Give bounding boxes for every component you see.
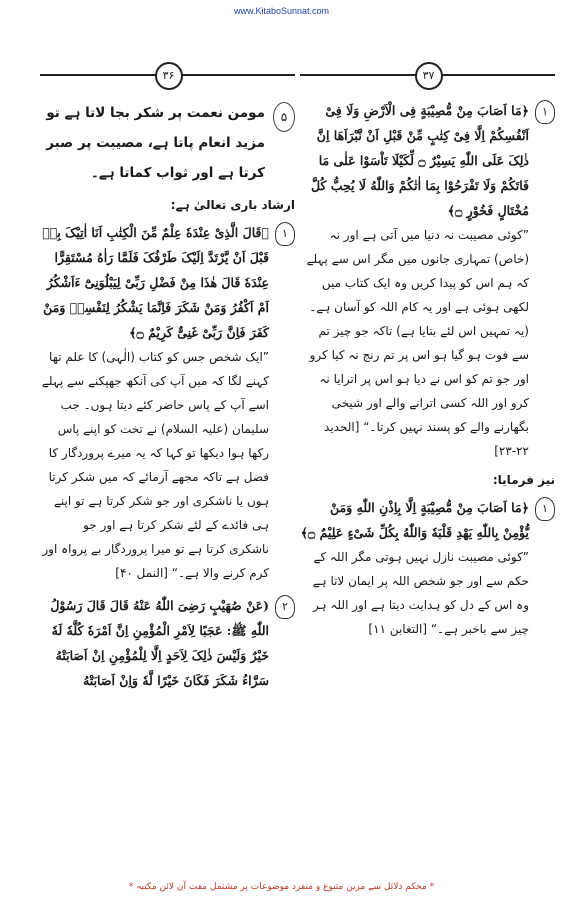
left-page-header (40, 60, 295, 90)
site-url: www.KitaboSunnat.com (233, 6, 330, 16)
urdu-translation: ”کوئی مصیبت نازل نہیں ہوتی مگر اللہ کے حکم سے اور جو شخص اللہ پر ایمان لاتا ہے وہ اس کے دل کو ہدایت دیتا ہے اور اللہ ہر چیز سے باخبر ہے۔“ [التغابن ۱۱] (312, 550, 529, 636)
section-label: نیز فرمایا: (492, 473, 555, 487)
footer-note: * محکم دلائل سے مزین متنوع و منفرد موضوعات پر مشتمل مفت آن لائن مکتبہ * (128, 882, 435, 892)
left-page (40, 60, 295, 870)
section-label: ارشاد باری تعالیٰ ہے: (170, 198, 295, 212)
verse-block-1 (40, 220, 295, 585)
verse-block-2 (300, 495, 555, 641)
urdu-translation: ”کوئی مصیبت نہ دنیا میں آتی ہے اور نہ (خاص) تمہاری جانوں میں مگر اس سے پہلے کہ ہم اس کو پیدا کریں وہ ایک کتاب میں لکھی ہوئی ہے اور یہ کام اللہ کو آسان ہے۔ (یہ تمہیں اس لئے بتایا ہے) تاکہ جو چیز تم سے فوت ہو گیا ہو اس پر تم رنج نہ کیا کرو اور جو تم کو اس نے دیا ہو اس پر اترایا نہ کرو اور اللہ کسی اترانے والے اور شیخی بگھارنے والے کو پسند نہیں کرتا۔“ [الحدید ۲۲-۲۳] (306, 228, 529, 458)
arabic-verse: ﴿مَا اَصَابَ مِنْ مُّصِیْبَةٍ اِلَّا بِاِذْنِ اللّٰهِ وَمَنْ یُّؤْمِنْ بِاللّٰهِ یَهْدِ قَلْبَهٗ وَاللّٰهُ بِکُلِّ شَیْءٍ عَلِیْمٌ ۝﴾ (300, 500, 529, 540)
chapter-number-badge: ۵ (273, 102, 295, 132)
arabic-verse: ﴿مَا اَصَابَ مِنْ مُّصِیْبَةٍ فِی الْاَرْضِ وَلَا فِیْ اَنْفُسِکُمْ اِلَّا فِیْ کِتٰبٍ مِّنْ قَبْلِ اَنْ نَّبْرَاَهَا اِنَّ ذٰلِکَ عَلَی اللّٰهِ یَسِیْرٌ ۝ لِّکَیْلَا تَاْسَوْا عَلٰی مَا فَاتَکُمْ وَلَا تَفْرَحُوْا بِمَا اٰتٰکُمْ وَاللّٰهُ لَا یُحِبُّ کُلَّ مُخْتَالٍ فَخُوْرٍ ۝﴾ (310, 103, 529, 218)
right-page (300, 60, 555, 870)
page-number: ۳۶ (155, 62, 183, 90)
chapter-heading (40, 98, 295, 188)
chapter-title: مومن نعمت پر شکر بجا لاتا ہے تو مزید انعام پاتا ہے، مصیبت پر صبر کرتا ہے اور ثواب کماتا ہے۔ (46, 105, 265, 181)
item-number-badge: ۲ (275, 595, 295, 619)
item-number-badge: ۱ (275, 222, 295, 246)
hadith-block (40, 593, 295, 693)
item-number-badge: ۱ (535, 497, 555, 521)
right-page-header (300, 60, 555, 90)
verse-block-1 (300, 98, 555, 463)
page-number: ۳۷ (415, 62, 443, 90)
item-number-badge: ۱ (535, 100, 555, 124)
arabic-hadith: (عَنْ صُهَیْبٍ رَضِیَ اللّٰهُ عَنْهُ قَالَ قَالَ رَسُوْلُ اللّٰهِ ﷺ: عَجَبًا لِاَمْرِ الْمُؤْمِنِ اِنَّ اَمْرَهٗ کُلَّهٗ لَهٗ خَیْرٌ وَلَیْسَ ذٰلِکَ لِاَحَدٍ اِلَّا لِلْمُؤْمِنِ اِنْ اَصَابَتْهُ سَرَّاءُ شَکَرَ فَکَانَ خَیْرًا لَّهٗ وَاِنْ اَصَابَتْهُ (50, 598, 269, 688)
urdu-translation: ”ایک شخص جس کو کتاب (الٰہی) کا علم تھا کہنے لگا کہ میں آپ کی آنکھ جھپکنے سے پہلے اسے آپ کے پاس حاضر کئے دیتا ہوں۔ جب سلیمان (علیہ السلام) نے تخت کو اپنے پاس رکھا ہوا دیکھا تو کہا کہ یہ میرے پروردگار کا فضل ہے تاکہ مجھے آزمائے کہ میں شکر کرتا ہوں یا ناشکری اور جو شکر کرتا ہے تو اپنے ہی فائدے کے لئے شکر کرتا ہے اور جو ناشکری کرتا ہے تو میرا پروردگار بے پرواہ اور کرم کرنے والا ہے۔“ [النمل ۴۰] (41, 350, 269, 580)
arabic-verse: ﴿قَالَ الَّذِیْ عِنْدَهٗ عِلْمٌ مِّنَ الْکِتٰبِ اَنَا اٰتِیْکَ بِهٖ قَبْلَ اَنْ یَّرْتَدَّ اِلَیْکَ طَرْفُکَ فَلَمَّا رَاٰهُ مُسْتَقِرًّا عِنْدَهٗ قَالَ هٰذَا مِنْ فَضْلِ رَبِّیْ لِیَبْلُوَنِیْٓ ءَاَشْکُرُ اَمْ اَکْفُرُ وَمَنْ شَکَرَ فَاِنَّمَا یَشْکُرُ لِنَفْسِهٖ وَمَنْ کَفَرَ فَاِنَّ رَبِّیْ غَنِیٌّ کَرِیْمٌ ۝﴾ (42, 225, 269, 340)
